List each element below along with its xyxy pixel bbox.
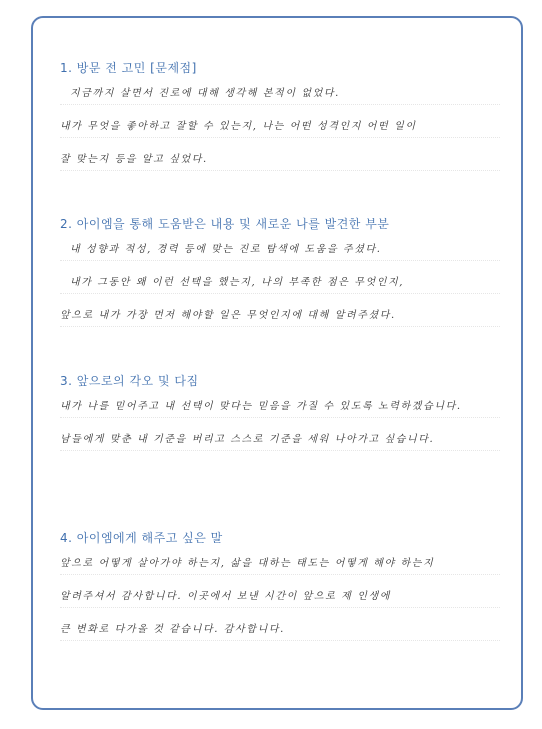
handwritten-line: 남들에게 맞춘 내 기준을 버리고 스스로 기준을 세워 나아가고 싶습니다. <box>60 432 500 451</box>
section-title: 1. 방문 전 고민 [문제점] <box>60 61 197 75</box>
handwritten-line: 내가 나를 믿어주고 내 선택이 맞다는 믿음을 가질 수 있도록 노력하겠습니다. <box>60 399 500 418</box>
section-pre-visit-concerns <box>60 60 500 171</box>
section-message-to-iam <box>60 530 500 641</box>
section-help-received <box>60 216 500 327</box>
handwritten-line: 잘 맞는지 등을 알고 싶었다. <box>60 152 500 171</box>
handwritten-line: 내가 그동안 왜 이런 선택을 했는지, 나의 부족한 점은 무엇인지, <box>60 275 500 294</box>
handwritten-line: 앞으로 어떻게 살아가야 하는지, 삶을 대하는 태도는 어떻게 해야 하는지 <box>60 556 500 575</box>
handwritten-line: 큰 변화로 다가올 것 같습니다. 감사합니다. <box>60 622 500 641</box>
section-resolutions <box>60 373 500 451</box>
handwritten-line: 내 성향과 적성, 경력 등에 맞는 진로 탐색에 도움을 주셨다. <box>60 242 500 261</box>
handwritten-line: 내가 무엇을 좋아하고 잘할 수 있는지, 나는 어떤 성격인지 어떤 일이 <box>60 119 500 138</box>
section-title: 3. 앞으로의 각오 및 다짐 <box>60 374 199 388</box>
section-title: 4. 아이엠에게 해주고 싶은 말 <box>60 531 223 545</box>
feedback-form <box>31 16 523 710</box>
section-title: 2. 아이엠을 통해 도움받은 내용 및 새로운 나를 발견한 부분 <box>60 217 390 231</box>
handwritten-line: 지금까지 살면서 진로에 대해 생각해 본적이 없었다. <box>60 86 500 105</box>
handwritten-line: 앞으로 내가 가장 먼저 해야할 일은 무엇인지에 대해 알려주셨다. <box>60 308 500 327</box>
handwritten-line: 알려주셔서 감사합니다. 이곳에서 보낸 시간이 앞으로 제 인생에 <box>60 589 500 608</box>
